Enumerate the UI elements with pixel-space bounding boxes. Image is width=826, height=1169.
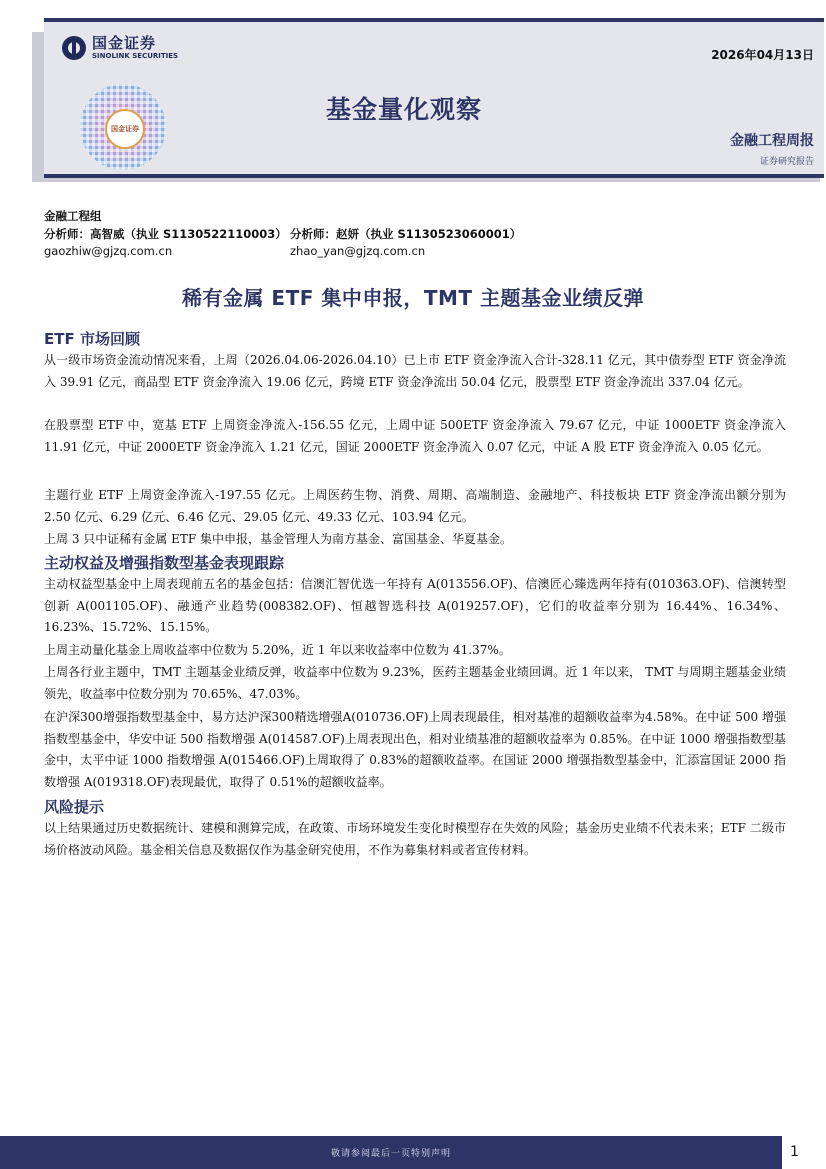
analyst-2: 分析师：赵妍（执业 S1130523060001） <box>290 227 522 241</box>
analyst-1: 分析师：高智威（执业 S1130522110003） <box>44 227 287 241</box>
etf-paragraph-1: 从一级市场资金流动情况来看，上周（2026.04.06-2026.04.10）已上市 ETF 资金净流入合计-328.11 亿元，其中债券型 ETF 资金净流入 39.91 亿元，商品型 ETF 资金净流入 19.06 亿元，跨境 ETF 资金净流出 50.04 亿元，股票型 ETF 资金净流出 337.04 亿元。 <box>44 353 786 389</box>
qr-code-icon <box>80 84 166 170</box>
etf-paragraph-2: 在股票型 ETF 中，宽基 ETF 上周资金净流入-156.55 亿元，上周中证 500ETF 资金净流入 79.67 亿元，中证 1000ETF 资金净流入 11.91 亿元，中证 2000ETF 资金净流入 1.21 亿元，国证 2000ETF 资金净流入 0.07 亿元，中证 A 股 ETF 资金净流入 0.05 亿元。 <box>44 418 786 454</box>
qr-center-label: 国金证券 <box>105 109 145 149</box>
report-type: 证券研究报告 <box>759 157 814 167</box>
etf-paragraph-4: 上周 3 只中证稀有金属 ETF 集中申报，基金管理人为南方基金、富国基金、华夏基金。 <box>44 532 512 546</box>
report-category: 金融工程周报 <box>730 133 814 149</box>
analyst-2-email[interactable]: zhao_yan@gjzq.com.cn <box>290 244 426 258</box>
logo-english-name: SINOLINK SECURITIES <box>92 52 179 60</box>
report-series-title: 基金量化观察 <box>326 95 483 124</box>
team-name: 金融工程组 <box>44 209 102 223</box>
logo-chinese-name: 国金证券 <box>92 34 157 52</box>
footer-bar <box>0 1136 782 1169</box>
banner-top-bar <box>44 18 824 22</box>
company-logo <box>62 36 178 60</box>
logo-mark-icon <box>62 36 86 60</box>
footer-disclaimer: 敬请参阅最后一页特别声明 <box>330 1149 451 1159</box>
section-heading-etf: ETF 市场回顾 <box>44 330 140 348</box>
active-paragraph-2: 上周主动量化基金上周收益率中位数为 5.20%，近 1 年以来收益率中位数为 41.37%。 <box>44 643 511 657</box>
active-paragraph-3: 上周各行业主题中，TMT 主题基金业绩反弹，收益率中位数为 9.23%，医药主题基金业绩回调。近 1 年以来， TMT 与周期主题基金业绩领先，收益率中位数分别为 70.65%、47.03%。 <box>44 665 786 701</box>
section-heading-active-funds: 主动权益及增强指数型基金表现跟踪 <box>44 554 285 572</box>
analyst-1-email[interactable]: gaozhiw@gjzq.com.cn <box>44 244 173 258</box>
active-paragraph-1: 主动权益型基金中上周表现前五名的基金包括：信澳汇智优选一年持有 A(013556.OF)、信澳匠心臻选两年持有(010363.OF)、信澳转型创新 A(001105.OF)、融通产业趋势(008382.OF)、恒越智选科技 A(019257.OF)，它们的收益率分别为 16.44%、16.34%、16.23%、15.72%、15.15%。 <box>44 577 786 634</box>
section-heading-risk: 风险提示 <box>44 798 105 816</box>
etf-paragraph-3: 主题行业 ETF 上周资金净流入-197.55 亿元。上周医药生物、消费、周期、高端制造、金融地产、科技板块 ETF 资金净流出额分别为 2.50 亿元、6.29 亿元、6.46 亿元、29.05 亿元、49.33 亿元、103.94 亿元。 <box>44 488 786 524</box>
report-date: 2026年04月13日 <box>711 48 814 62</box>
banner-bottom-bar <box>44 174 824 178</box>
risk-paragraph-1: 以上结果通过历史数据统计、建模和测算完成，在政策、市场环境发生变化时模型存在失效的风险；基金历史业绩不代表未来；ETF 二级市场价格波动风险。基金相关信息及数据仅作为基金研究使用，不作为募集材料或者宣传材料。 <box>44 821 786 857</box>
active-paragraph-4: 在沪深300增强指数型基金中，易方达沪深300精选增强A(010736.OF)上周表现最佳，相对基准的超额收益率为4.58%。在中证 500 增强指数型基金中，华安中证 500 指数增强 A(014587.OF)上周表现出色，相对业绩基准的超额收益率为 0.85%。在中证 1000 增强指数型基金中，太平中证 1000 指数增强 A(015466.OF)上周取得了 0.83%的超额收益率。在国证 2000 增强指数型基金中，汇添富国证 2000 指数增强 A(019318.OF)表现最优，取得了 0.51%的超额收益率。 <box>44 710 786 789</box>
page-number: 1 <box>790 1144 799 1160</box>
document-title: 稀有金属 ETF 集中申报，TMT 主题基金业绩反弹 <box>181 286 645 310</box>
header-banner <box>44 18 824 178</box>
